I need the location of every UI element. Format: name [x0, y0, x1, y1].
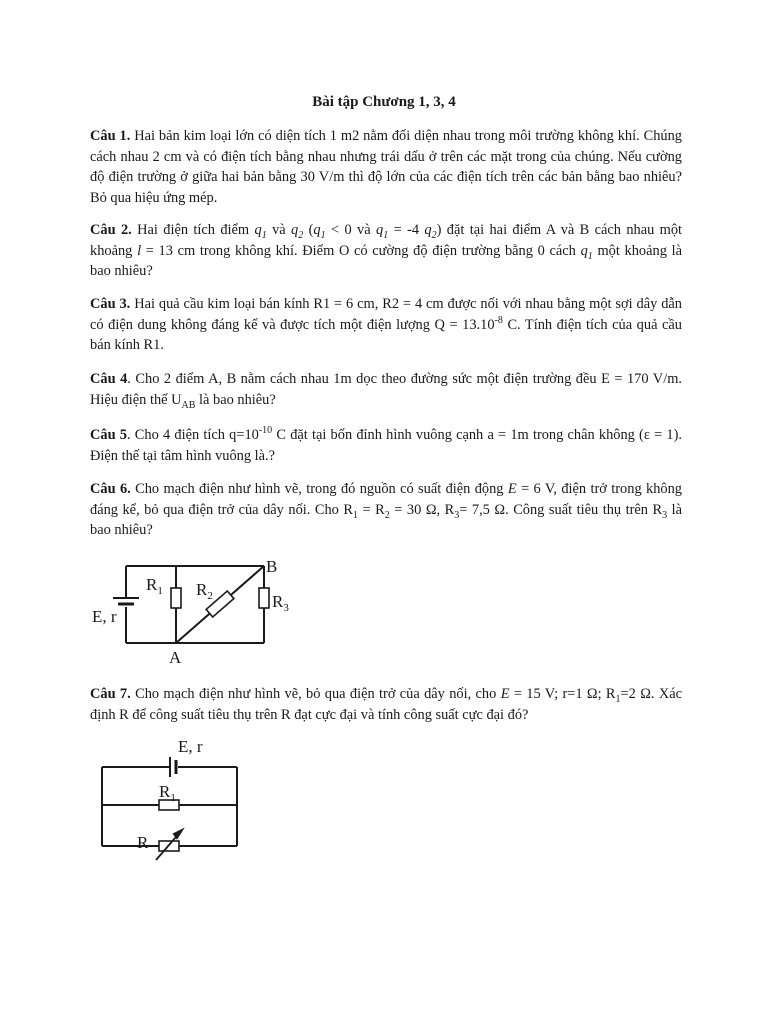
text-and: và	[272, 222, 286, 238]
question-7-text: =2 Ω. Xác định R để công suất tiêu thụ trên R đạt cực đại và tính công suất cực đại đó?	[90, 686, 683, 723]
question-7-text: Cho mạch điện như hình vẽ, bỏ qua điện trở của dây nối, cho	[135, 686, 497, 702]
page-title: Bài tập Chương 1, 3, 4	[312, 94, 456, 110]
question-5	[90, 425, 682, 466]
label-r1: $R_1$	[146, 575, 163, 597]
circuit-diagram-q6	[80, 552, 310, 672]
question-1	[90, 126, 682, 208]
question-2	[90, 220, 682, 282]
resistor-r3	[259, 588, 269, 608]
question-7	[90, 684, 682, 725]
subscript-ab: AB	[181, 399, 196, 411]
var-e: E	[507, 481, 517, 497]
question-6-text: = 7,5 Ω. Công suất tiêu thụ trên R	[459, 501, 663, 518]
question-2-label: Câu 2.	[90, 222, 132, 238]
sub-1: 1	[261, 229, 267, 241]
question-4-text: là bao nhiêu?	[199, 391, 276, 408]
sub-2: 2	[298, 229, 304, 241]
label-r: R	[137, 833, 149, 852]
question-6-text: là bao nhiêu?	[90, 501, 683, 538]
label-node-a: A	[169, 648, 182, 667]
question-4-text: . Cho 2 điểm A, B nằm cách nhau 1m dọc theo đường sức một điện trường đều E = 170 V/m. Hiệu điện thế U	[90, 371, 682, 408]
resistor-r1	[159, 800, 179, 810]
var-q: q	[376, 222, 384, 238]
condition-text: = -4	[393, 222, 420, 238]
sub-2: 2	[384, 509, 390, 521]
sub-1: 1	[353, 509, 358, 521]
condition-text: < 0 và	[331, 222, 371, 238]
question-7-text: = 15 V; r=1 Ω; R	[513, 686, 616, 702]
var-q: q	[291, 222, 299, 238]
var-e: E	[500, 686, 510, 702]
sub-1: 1	[383, 229, 389, 241]
question-1-text: Hai bản kim loại lớn có diện tích 1 m2 nằm đối diện nhau trong môi trường không khí. Chúng cách nhau 2 cm và có điện tích bằng nhau nhưng trái dấu ở trên các mặt trong của chúng. Nếu cường độ điện trường ở giữa hai bản bằng 30 V/m thì độ lớn của các điện tích trên các bản bằng bao nhiêu? Bỏ qua hiệu ứng mép.	[90, 128, 682, 206]
label-r2: $R_2$	[196, 580, 213, 602]
sub-1: 1	[320, 229, 326, 241]
sub-3: 3	[662, 509, 668, 521]
paren-close: )	[436, 222, 442, 238]
label-r1: $R_1$	[159, 782, 176, 804]
question-2-text: một khoảng là bao nhiêu?	[90, 242, 682, 279]
sub-2: 2	[431, 229, 437, 241]
sub-1: 1	[615, 693, 621, 705]
question-7-label: Câu 7.	[90, 686, 131, 702]
paren-open: (	[308, 222, 314, 238]
label-node-b: B	[266, 557, 278, 576]
question-3-text: Hai quả cầu kim loại bán kính R1 = 6 cm, R2 = 4 cm được nối với nhau bằng một sợi dây dẫn có điện dung không đáng kể và được tích một điện lượng Q = 13.10	[90, 296, 682, 333]
question-6-text: Cho mạch điện như hình vẽ, trong đó nguồn có suất điện động	[135, 481, 504, 497]
question-5-text: . Cho 4 điện tích q=10	[127, 427, 259, 443]
resistor-r1	[171, 588, 181, 608]
question-6-text: = 30 Ω, R	[394, 501, 455, 518]
exponent: -10	[258, 425, 273, 437]
question-6-text: = R	[362, 501, 385, 518]
question-3-text: C. Tính điện tích của quả cầu bán kính R1.	[90, 316, 682, 353]
sub-1: 1	[587, 250, 593, 262]
var-l: l	[137, 242, 142, 259]
question-2-text: đặt tại hai điểm A và B cách nhau một khoảng	[90, 222, 683, 259]
question-2-text: Hai điện tích điểm	[137, 222, 250, 238]
question-4	[90, 369, 682, 410]
var-q: q	[313, 222, 321, 238]
sub-3: 3	[454, 509, 460, 521]
label-r3: $R_3$	[272, 592, 289, 614]
question-1-label: Câu 1.	[90, 128, 131, 144]
exponent: -8	[494, 314, 503, 326]
circuit-diagram-q7	[95, 735, 255, 870]
label-source: E, r	[178, 737, 203, 756]
question-4-label: Câu 4	[90, 371, 128, 387]
variable-arrow-icon	[174, 830, 182, 838]
label-source: E, r	[92, 607, 117, 626]
var-q: q	[580, 242, 588, 259]
var-q: q	[254, 222, 262, 238]
question-5-text: C đặt tại bốn đỉnh hình vuông cạnh a = 1m trong chân không (ε = 1). Điện thế tại tâm hình vuông là.?	[90, 427, 682, 464]
var-q: q	[424, 222, 432, 238]
question-6	[90, 479, 682, 541]
question-2-text: = 13 cm trong không khí. Điểm O có cường độ điện trường bằng 0 cách	[145, 242, 576, 259]
question-6-label: Câu 6.	[90, 481, 131, 497]
question-6-text: = 6 V, điện trở trong không đáng kể, bỏ qua điện trở của dây nối. Cho R	[90, 481, 682, 518]
question-5-label: Câu 5	[90, 427, 127, 443]
question-3	[90, 294, 682, 356]
question-3-label: Câu 3.	[90, 296, 131, 312]
